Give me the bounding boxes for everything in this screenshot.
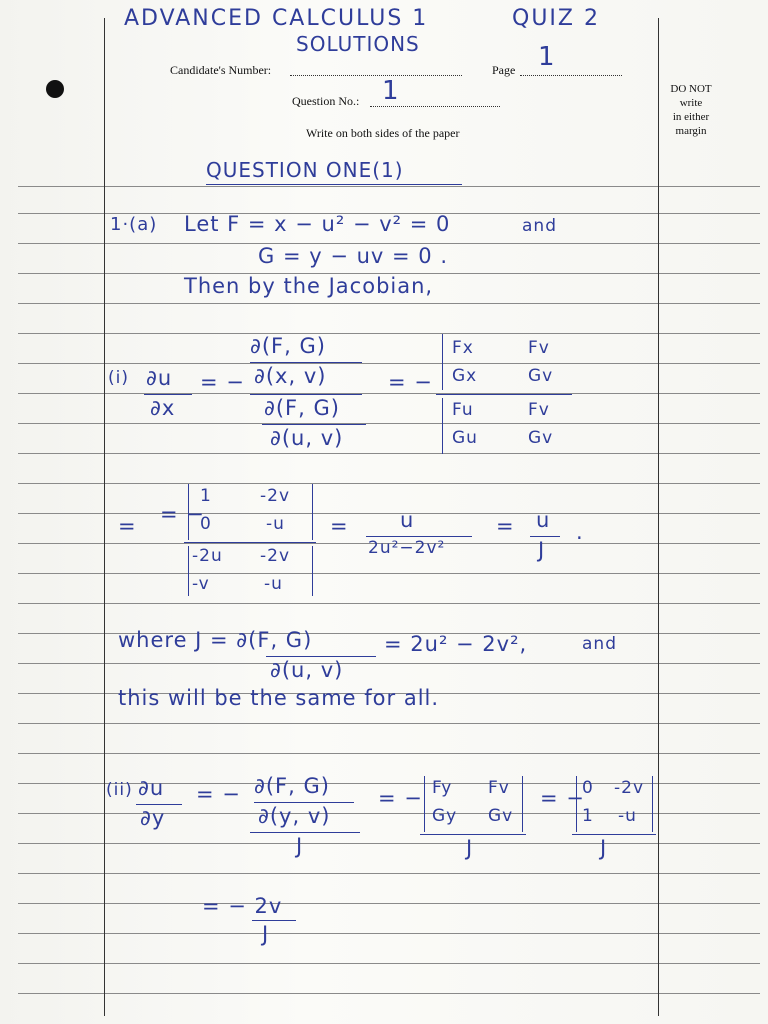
det-bar [652,776,653,832]
equals-minus-2: = − [378,786,423,810]
left-margin-line [104,18,105,1016]
det-bar [312,484,313,540]
period: . [576,520,584,544]
ruled-line [18,933,760,934]
fraction-numerator: u [536,508,551,532]
det-entry: -u [266,514,285,534]
ruled-line [18,843,760,844]
ruled-line [18,753,760,754]
main-fraction-bar [250,394,362,395]
dFG-numerator: ∂(F, G) [254,774,330,798]
det-entry: Fv [528,400,550,420]
page-number: 1 [538,42,556,72]
equals-sign: = [118,514,137,538]
ruled-line [18,723,760,724]
det-entry: Fv [488,778,510,798]
equals-minus: = − [200,370,245,394]
det-bar [522,776,523,832]
fraction-bar [252,920,296,921]
det-bar [424,776,425,832]
det-entry: Gu [452,428,478,448]
margin-note-line: margin [675,125,707,137]
J-denominator: J [466,836,474,860]
margin-note-line: write [679,97,703,109]
and-word: and [522,216,557,236]
final-result-denominator: J [262,922,270,946]
page-field [520,75,622,76]
ruled-line [18,873,760,874]
dxv-denominator: ∂(x, v) [254,364,327,388]
part-label: 1·(a) [110,214,158,235]
fraction-bar [184,542,316,543]
question-label: Question No.: [292,94,360,108]
det-entry: Gx [452,366,478,386]
fraction-bar [136,804,182,805]
det-entry: -u [618,806,637,826]
det-bar [442,398,443,454]
det-entry: Gy [432,806,458,826]
final-result-numerator: = − 2v [202,894,283,918]
part-ii-label: (ii) [106,780,133,800]
det-bar [312,546,313,596]
det-entry: Fu [452,400,474,420]
page-label: Page [492,63,516,77]
ruled-line [18,813,760,814]
ruled-line [18,333,760,334]
ruled-line [18,483,760,484]
instruction-text: Write on both sides of the paper [306,126,460,140]
course-title: ADVANCED CALCULUS 1 [124,6,429,31]
equals-sign: = [496,514,515,538]
dy-denominator: ∂y [140,806,166,830]
ruled-line [18,186,760,187]
dyv-denominator: ∂(y, v) [258,804,331,828]
dFG-numerator: ∂(F, G) [250,334,326,358]
minus-sign: = − [160,502,205,526]
dFG-numerator-2: ∂(F, G) [264,396,340,420]
det-bar [576,776,577,832]
equation-G: G = y − uv = 0 . [258,244,448,268]
jacobian-intro: Then by the Jacobian, [184,274,434,298]
det-entry: Gv [488,806,514,826]
margin-note-line: in either [672,111,710,123]
equals-minus: = − [196,782,241,806]
ruled-line [18,663,760,664]
det-entry: Fv [528,338,550,358]
ruled-line [18,963,760,964]
fraction-bar [436,394,572,395]
fraction-denominator: J [538,538,546,562]
where-and: and [582,634,617,654]
det-entry: -2v [260,486,291,506]
ruled-line [18,363,760,364]
det-bar [188,546,189,596]
det-entry: -2u [192,546,223,566]
equation-F: Let F = x − u² − v² = 0 [184,212,451,236]
fraction-denominator: 2u²−2v² [368,538,446,558]
quiz-label: QUIZ 2 [512,6,600,31]
ruled-line [18,993,760,994]
question-heading: QUESTION ONE(1) [206,158,404,182]
fraction-bar [262,424,366,425]
fraction-bar [250,362,362,363]
where-J-text: where J = ∂(F, G) [118,628,313,652]
det-entry: Fx [452,338,474,358]
det-entry: Gv [528,428,554,448]
main-fraction-bar [250,832,360,833]
du-numerator: ∂u [146,366,173,390]
equals-minus-2: = − [388,370,433,394]
det-entry: 0 [200,514,212,534]
ruled-line [18,303,760,304]
where-equals: = 2u² − 2v², [384,632,528,656]
det-entry: -2v [260,546,291,566]
fraction-bar [254,802,354,803]
ruled-line [18,423,760,424]
equals-sign: = [330,514,349,538]
fraction-numerator: u [400,508,415,532]
right-margin-line [658,18,659,1016]
fraction-bar [572,834,656,835]
question-number: 1 [382,76,400,106]
candidate-label: Candidate's Number: [170,63,272,77]
fraction-bar [144,394,192,395]
margin-note [664,82,718,138]
fraction-bar [366,536,472,537]
margin-note-line: DO NOT [670,83,712,95]
ruled-line [18,573,760,574]
fraction-bar [530,536,560,537]
det-entry: -u [264,574,283,594]
du-numerator: ∂u [138,776,165,800]
equals-minus-3: = − [540,786,585,810]
ruled-line [18,603,760,604]
heading-underline [206,184,462,185]
candidate-field [290,75,462,76]
det-entry: -v [192,574,210,594]
det-entry: Fy [432,778,453,798]
punch-hole [46,80,64,98]
fraction-bar [266,656,376,657]
det-entry: 1 [200,486,212,506]
same-for-all: this will be the same for all. [118,686,440,710]
dx-denominator: ∂x [150,396,176,420]
solutions-subtitle: SOLUTIONS [296,32,420,56]
part-i-label: (i) [108,368,129,388]
J-denominator: J [600,836,608,860]
J-denominator: J [296,834,304,858]
det-entry: 1 [582,806,594,826]
det-entry: 0 [582,778,594,798]
duv-denominator: ∂(u, v) [270,426,344,450]
ruled-line [18,903,760,904]
det-bar [188,484,189,540]
ruled-line [18,453,760,454]
det-entry: -2v [614,778,645,798]
fraction-bar [420,834,526,835]
question-field [370,106,500,107]
det-bar [442,334,443,390]
where-denominator: ∂(u, v) [270,658,344,682]
det-entry: Gv [528,366,554,386]
